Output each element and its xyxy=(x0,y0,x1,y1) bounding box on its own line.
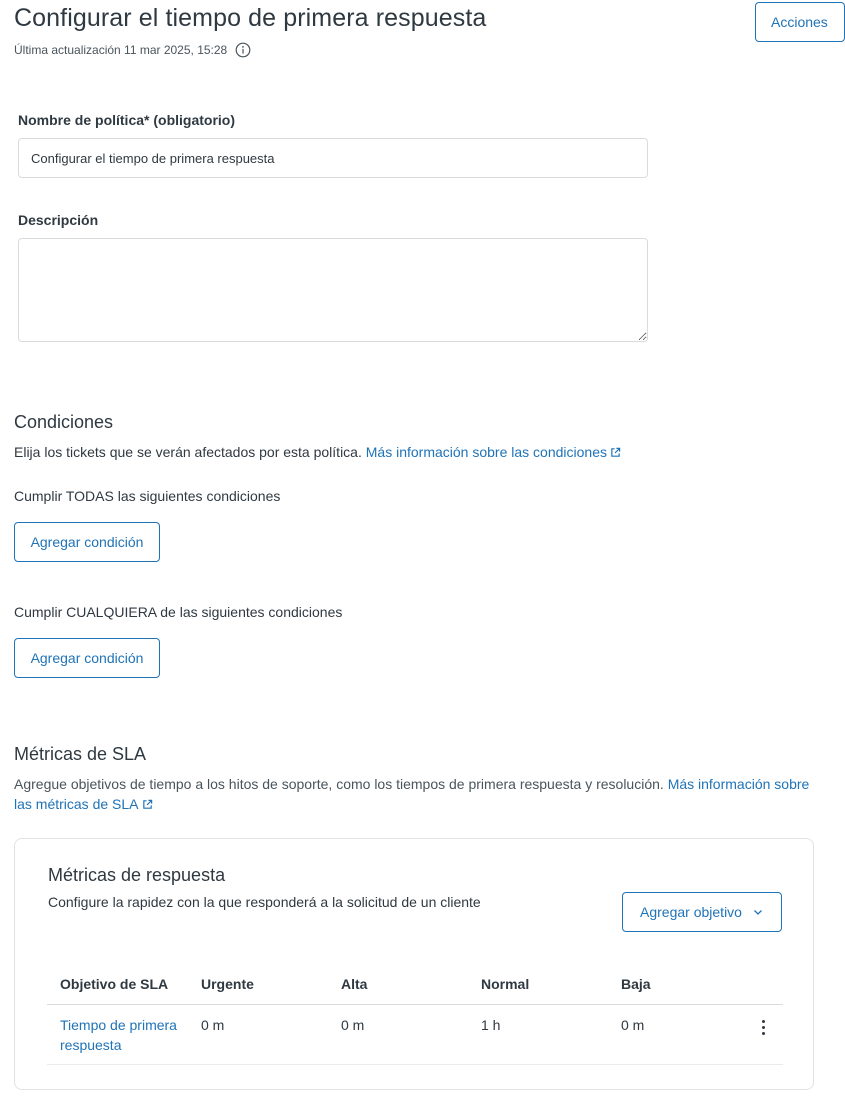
all-conditions-label: Cumplir TODAS las siguientes condiciones xyxy=(14,488,281,504)
column-header: Baja xyxy=(621,976,651,992)
actions-button[interactable]: Acciones xyxy=(755,2,845,42)
external-link-icon xyxy=(610,447,621,458)
any-conditions-label: Cumplir CUALQUIERA de las siguientes condiciones xyxy=(14,604,343,620)
sla-metrics-heading: Métricas de SLA xyxy=(14,744,147,764)
column-header: Normal xyxy=(481,976,530,992)
goal-link[interactable]: Tiempo de primera respuesta xyxy=(60,1017,177,1053)
policy-name-label: Nombre de política* (obligatorio) xyxy=(18,112,236,128)
sla-metrics-intro xyxy=(14,774,814,814)
column-header: Objetivo de SLA xyxy=(60,976,169,992)
conditions-learn-more-text: Más información sobre las condiciones xyxy=(365,444,607,460)
conditions-heading: Condiciones xyxy=(14,412,114,432)
page-title: Configurar el tiempo de primera respuesta xyxy=(14,4,487,32)
high-value: 0 m xyxy=(341,1017,365,1033)
card-title: Métricas de respuesta xyxy=(48,865,226,885)
card-subtitle: Configure la rapidez con la que responderá a la solicitud de un cliente xyxy=(48,894,481,910)
sla-goals-table xyxy=(47,965,783,1065)
info-icon[interactable] xyxy=(235,42,251,58)
column-header: Urgente xyxy=(201,976,254,992)
response-metrics-card xyxy=(14,838,814,1090)
description-textarea[interactable] xyxy=(18,238,648,342)
sla-intro-text: Agregue objetivos de tiempo a los hitos de soporte, como los tiempos de primera respuesta y resolución. xyxy=(14,776,668,792)
add-goal-label: Agregar objetivo xyxy=(640,904,742,920)
table-row xyxy=(47,1005,783,1065)
add-all-condition-button[interactable]: Agregar condición xyxy=(14,522,160,562)
urgent-value: 0 m xyxy=(201,1017,225,1033)
normal-value: 1 h xyxy=(481,1017,501,1033)
add-goal-button[interactable] xyxy=(622,892,782,932)
more-vertical-icon[interactable] xyxy=(753,1015,773,1039)
external-link-icon xyxy=(142,799,153,810)
description-label: Descripción xyxy=(18,212,99,228)
policy-name-input[interactable] xyxy=(18,138,648,178)
conditions-intro-text: Elija los tickets que se verán afectados por esta política. xyxy=(14,444,366,460)
table-header xyxy=(47,965,783,1005)
chevron-down-icon xyxy=(752,906,764,918)
add-any-condition-button[interactable]: Agregar condición xyxy=(14,638,160,678)
low-value: 0 m xyxy=(621,1017,645,1033)
sla-learn-more-text: Más información sobre las métricas de SLA xyxy=(14,776,810,812)
last-updated-text: Última actualización 11 mar 2025, 15:28 xyxy=(14,43,228,57)
column-header: Alta xyxy=(341,976,368,992)
last-updated xyxy=(14,42,251,58)
conditions-intro xyxy=(14,444,621,460)
conditions-learn-more-link[interactable] xyxy=(366,444,621,460)
